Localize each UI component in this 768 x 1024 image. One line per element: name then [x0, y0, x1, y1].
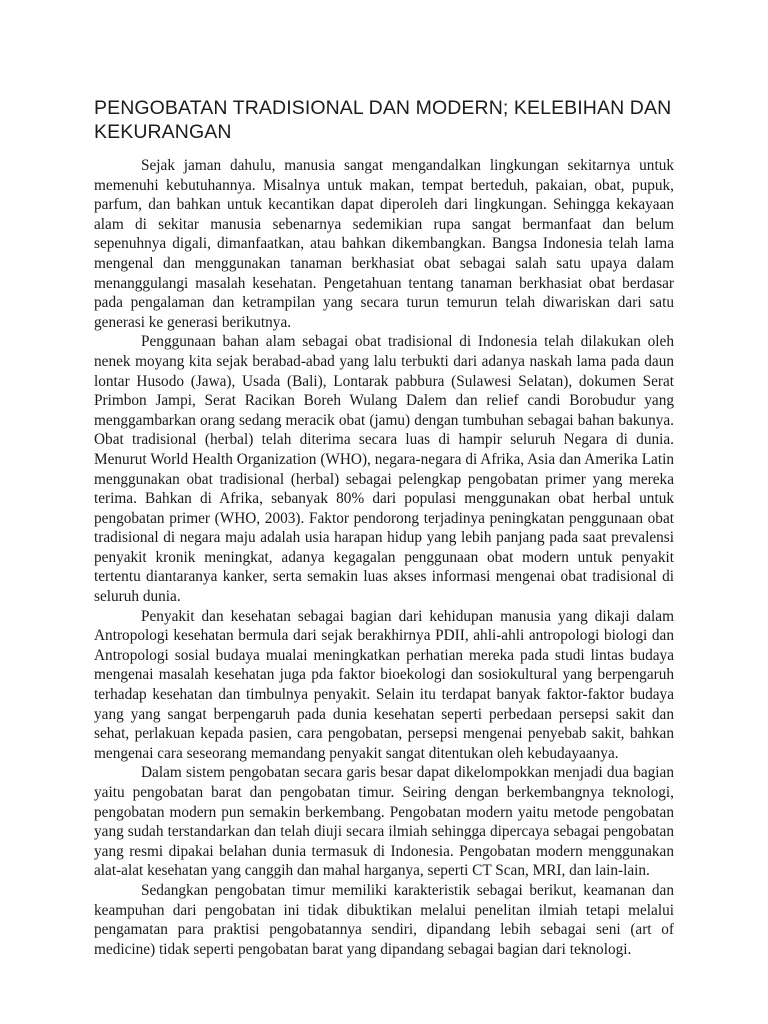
paragraph-5: Sedangkan pengobatan timur memiliki karakteristik sebagai berikut, keamanan dan keampuhan dari pengobatan ini tidak dibuktikan melalui penelitan ilmiah tetapi melalui pengamatan para praktisi pengobatannya sendiri, dipandang lebih sebagai seni (art of medicine) tidak seperti pengobatan barat yang dipandang sebagai bagian dari teknologi. — [94, 881, 674, 958]
paragraph-3: Penyakit dan kesehatan sebagai bagian dari kehidupan manusia yang dikaji dalam Antropologi kesehatan bermula dari sejak berakhirnya PDII, ahli-ahli antropologi biologi dan Antropologi sosial budaya mualai meningkatkan perhatian mereka pada studi lintas budaya mengenai masalah kesehatan juga pda faktor bioekologi dan sosiokultural yang berpengaruh terhadap kesehatan dan timbulnya penyakit. Selain itu terdapat banyak faktor-faktor budaya yang yang sangat berpengaruh pada dunia kesehatan seperti perbedaan persepsi sakit dan sehat, perlakuan kepada pasien, cara pengobatan, persepsi mengenai penyebab sakit, bahkan mengenai cara seseorang memandang penyakit sangat ditentukan oleh kebudayaanya. — [94, 607, 674, 762]
paragraph-4: Dalam sistem pengobatan secara garis besar dapat dikelompokkan menjadi dua bagian yaitu pengobatan barat dan pengobatan timur. Seiring dengan berkembangnya teknologi, pengobatan modern pun semakin berkembang. Pengobatan modern yaitu metode pengobatan yang sudah terstandarkan dan telah diuji secara ilmiah sehingga dipercaya sebagai pengobatan yang resmi dipakai belahan dunia termasuk di Indonesia. Pengobatan modern menggunakan alat-alat kesehatan yang canggih dan mahal harganya, seperti CT Scan, MRI, dan lain-lain. — [94, 764, 674, 880]
document-title: PENGOBATAN TRADISIONAL DAN MODERN; KELEBIHAN DAN KEKURANGAN — [94, 97, 672, 143]
paragraph-2: Penggunaan bahan alam sebagai obat tradisional di Indonesia telah dilakukan oleh nenek moyang kita sejak berabad-abad yang lalu terbukti dari adanya naskah lama pada daun lontar Husodo (Jawa), Usada (Bali), Lontarak pabbura (Sulawesi Selatan), dokumen Serat Primbon Jampi, Serat Racikan Boreh Wulang Dalem dan relief candi Borobudur yang menggambarkan orang sedang meracik obat (jamu) dengan tumbuhan sebagai bahan bakunya. Obat tradisional (herbal) telah diterima secara luas di hampir seluruh Negara di dunia. Menurut World Health Organization (WHO), negara-negara di Afrika, Asia dan Amerika Latin menggunakan obat tradisional (herbal) sebagai pelengkap pengobatan primer yang mereka terima. Bahkan di Afrika, sebanyak 80% dari populasi menggunakan obat herbal untuk pengobatan primer (WHO, 2003). Faktor pendorong terjadinya peningkatan penggunaan obat tradisional di negara maju adalah usia harapan hidup yang lebih panjang pada saat prevalensi penyakit kronik meningkat, adanya kegagalan penggunaan obat modern untuk penyakit tertentu diantaranya kanker, serta semakin luas akses informasi mengenai obat tradisional di seluruh dunia. — [94, 333, 674, 606]
document-page — [94, 96, 674, 959]
paragraph-1: Sejak jaman dahulu, manusia sangat mengandalkan lingkungan sekitarnya untuk memenuhi kebutuhannya. Misalnya untuk makan, tempat berteduh, pakaian, obat, pupuk, parfum, dan bahkan untuk kecantikan dapat diperoleh dari lingkungan. Sehingga kekayaan alam di sekitar manusia sebenarnya sedemikian rupa sangat bermanfaat dan belum sepenuhnya digali, dimanfaatkan, atau bahkan dikembangkan. Bangsa Indonesia telah lama mengenal dan menggunakan tanaman berkhasiat obat sebagai salah satu upaya dalam menanggulangi masalah kesehatan. Pengetahuan tentang tanaman berkhasiat obat berdasar pada pengalaman dan ketrampilan yang secara turun temurun telah diwariskan dari satu generasi ke generasi berikutnya. — [94, 157, 674, 331]
